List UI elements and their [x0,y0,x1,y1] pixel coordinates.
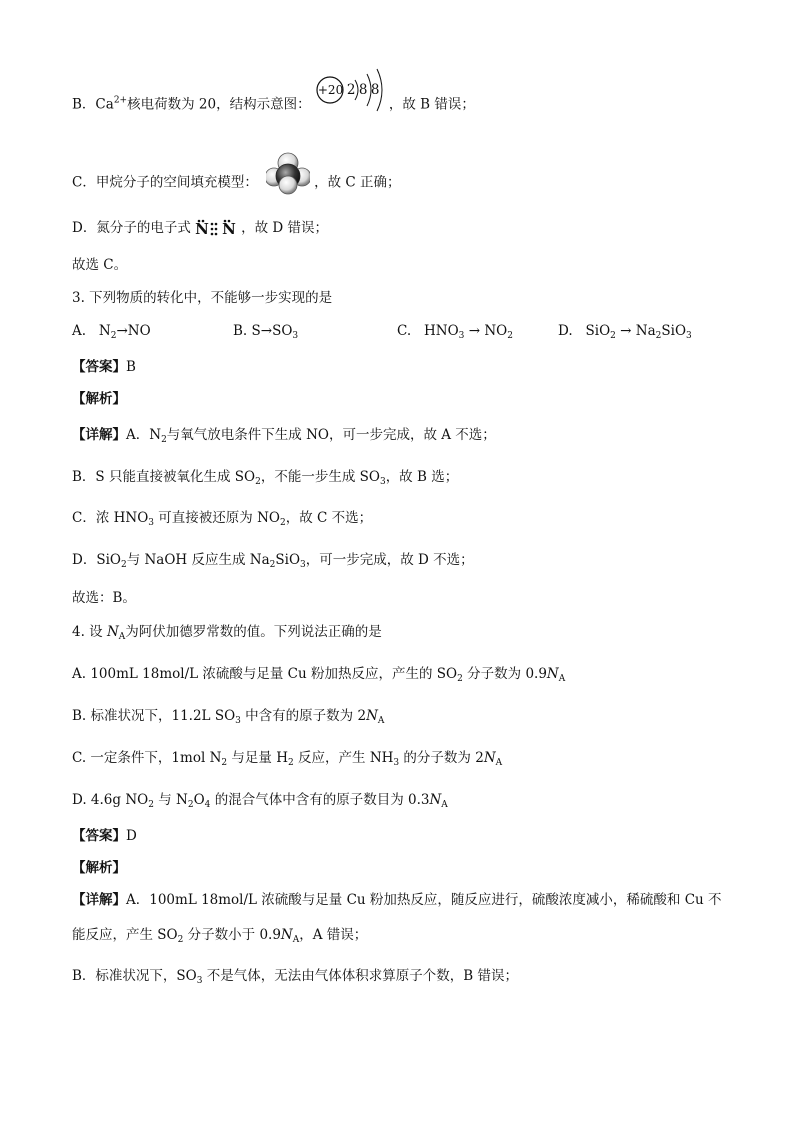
arrow-icon: → [464,323,485,339]
q4-answer-line [72,826,137,846]
text: ，故 C 正确； [314,174,401,191]
avogadro-symbol: N [546,666,559,682]
subscript: 2 [287,758,294,768]
subscript: 3 [196,976,203,986]
formula: Na [249,552,270,568]
text: D． [72,552,97,568]
methane-space-filling-model-icon [266,151,310,201]
q4-option-d [72,790,448,815]
q3-answer-line [72,357,136,377]
option-c-model-line [72,165,401,201]
subscript: 2 [221,758,228,768]
option-label: B. [233,323,248,339]
subscript: A [558,674,566,684]
text: 分子数小于 0.9 [183,927,281,943]
avogadro-symbol: N [366,708,378,724]
text: 核电荷数为 20，结构示意图： [127,96,311,113]
arrow-icon: → [116,323,128,339]
text: 可直接被还原为 [154,510,258,526]
subscript: 3 [393,758,400,768]
text: B． [72,96,96,113]
subscript: A [292,935,300,945]
text: ，故 C 不选； [285,510,373,526]
formula: N [209,750,222,766]
subscript: A [377,716,385,726]
subscript: 3 [686,331,692,341]
text: A. 100mL 18mol/L 浓硫酸与足量 Cu 粉加热反应，产生的 [72,666,437,682]
text: 为阿伏加德罗常数的值。下列说法正确的是 [125,624,382,640]
detail-tag: 【详解】 [72,427,126,443]
formula: S [251,323,261,339]
choose-c-line: 故选 C。 [72,257,128,273]
text: 分子数为 0.9 [462,666,547,682]
q4-option-c [72,748,502,773]
q4-option-b [72,706,384,731]
text: A． [126,427,150,443]
avogadro-symbol: N [280,927,293,943]
shell-2-electrons: 8 [358,82,368,98]
subscript: 2 [280,518,286,528]
text: 能反应，产生 [72,927,158,943]
shell-1-electrons: 2 [346,82,356,98]
subscript: 2 [177,935,184,945]
question-4-title [72,622,382,647]
subscript: 2 [161,435,167,445]
nitrogen-atom-2: N [222,219,236,238]
text: 与 [153,792,177,808]
subscript: A [495,758,503,768]
subscript: 3 [292,331,299,341]
text: C．甲烷分子的空间填充模型： [72,174,258,191]
formula: HNO [113,510,149,526]
subscript: 2 [110,331,117,341]
subscript: 3 [148,518,155,528]
q3-analysis-tag: 【解析】 [72,391,126,407]
option-b-ca-line [72,82,475,120]
ca-symbol: Ca [95,96,114,113]
subscript: 2 [255,477,261,487]
subscript: 2 [269,560,276,570]
formula: SO [359,469,380,485]
formula: SO [157,927,178,943]
formula: Na [635,323,656,339]
formula: SiO [585,323,611,339]
formula: SiO [661,323,687,339]
answer-tag: 【答案】 [72,359,126,375]
formula: SO [214,708,236,724]
subscript: 2 [655,331,662,341]
text: B. 标准状况下，11.2L [72,708,215,724]
q4-option-a [72,664,565,689]
q3-detail-b [72,467,458,492]
formula: SO [272,323,293,339]
formula: N [98,323,111,339]
subscript: 2 [187,800,194,810]
avogadro-symbol: N [106,624,119,640]
text: D．氮分子的电子式 [72,220,191,236]
q3-option-c [397,321,513,346]
nucleus-charge: +20 [317,83,344,97]
avogadro-symbol: N [483,750,496,766]
text: 反应，产生 [293,750,370,766]
subscript: 2 [610,331,616,341]
formula: H [276,750,288,766]
text: 与氧气放电条件下生成 NO，可一步完成，故 A 不选； [166,427,496,443]
subscript: 3 [458,331,465,341]
subscript: 2 [120,560,127,570]
text: B．标准状况下， [72,968,177,984]
text: 不是气体，无法由气体体积求算原子个数，B 错误； [202,968,518,984]
text: ，可一步完成，故 D 不选； [305,552,474,568]
formula: NO [127,323,151,339]
formula: N [149,427,162,443]
formula: N [176,792,188,808]
answer-value: D [126,828,137,844]
formula: NO [125,792,149,808]
text: ，故 B 错误； [388,96,475,113]
formula: SO [176,968,197,984]
formula: SO [436,666,458,682]
formula: SiO [275,552,301,568]
q3-detail-d [72,550,474,575]
text: ，不能一步生成 [260,469,360,485]
formula: O [193,792,205,808]
n2-electron-dot-formula [195,217,241,237]
text: ，A 错误； [299,927,368,943]
choose-b-line: 故选：B。 [72,590,136,606]
option-label: C. [397,323,412,339]
text: 的分子数为 2 [399,750,484,766]
q3-option-d [558,321,692,346]
subscript: A [118,632,126,642]
text: ，故 B 选； [385,469,459,485]
formula: NH [369,750,394,766]
option-d-n2-line [72,218,328,238]
text: B．S 只能直接被氧化生成 [72,469,235,485]
subscript: 3 [300,560,306,570]
formula: HNO [424,323,459,339]
subscript: 4 [204,800,211,810]
subscript: 2 [457,674,463,684]
text: 与足量 [227,750,277,766]
avogadro-symbol: N [429,792,442,808]
text: C．浓 [72,510,114,526]
text: 中含有的原子数为 2 [240,708,367,724]
shell-3-electrons: 8 [370,82,380,98]
text: 的混合气体中含有的原子数目为 0.3 [210,792,430,808]
subscript: 2 [507,331,513,341]
detail-tag: 【详解】 [72,892,126,908]
subscript: 2 [148,800,154,810]
option-label: A. [72,323,87,339]
question-3-title: 3. 下列物质的转化中，不能够一步实现的是 [72,290,333,306]
ca-charge: 2+ [113,95,128,106]
q4-detail-a-line-1 [72,890,722,910]
text: A．100mL 18mol/L 浓硫酸与足量 Cu 粉加热反应，随反应进行，硫酸浓度减小，稀硫酸和 Cu 不 [126,892,722,908]
q4-analysis-tag: 【解析】 [72,860,126,876]
formula: SO [234,469,256,485]
answer-tag: 【答案】 [72,828,126,844]
text: 与 NaOH 反应生成 [126,552,250,568]
text: D. 4.6g [72,792,126,808]
subscript: 3 [379,477,386,487]
formula: SiO [96,552,121,568]
text: ，故 D 错误； [241,220,329,236]
nitrogen-atom-1: N [195,219,209,238]
answer-value: B [126,359,136,375]
subscript: 3 [235,716,241,726]
option-label: D. [558,323,573,339]
formula: NO [484,323,508,339]
arrow-icon: → [260,323,273,339]
atomic-structure-diagram [315,80,389,120]
q4-detail-a-line-2 [72,925,367,950]
q3-detail-a [72,425,496,450]
text: 4. 设 [72,624,107,640]
q4-detail-b [72,966,518,991]
arrow-icon: → [615,323,636,339]
text: C. 一定条件下，1mol [72,750,210,766]
q3-option-b [233,321,298,346]
q3-detail-c [72,508,372,533]
formula: NO [257,510,280,526]
subscript: A [441,800,448,810]
q3-option-a [72,321,151,346]
